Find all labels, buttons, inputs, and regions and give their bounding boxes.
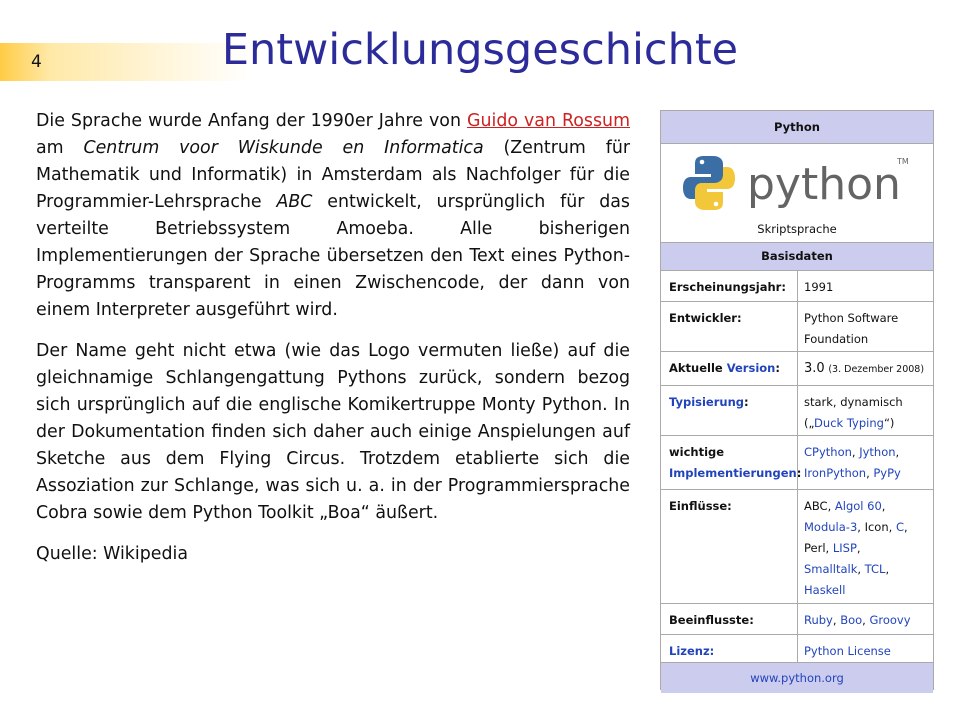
row-label	[661, 386, 797, 435]
guido-van-rossum-link[interactable]: Guido van Rossum	[466, 111, 631, 131]
row-value: 1991	[797, 271, 933, 301]
text-segment: Die Sprache wurde Anfang der 1990er Jahre von	[36, 111, 467, 131]
text-segment: (Zentrum für Mathematik und Informatik) in Amsterdam als Nachfolger für die Programmier-Lehrsprache	[36, 138, 630, 212]
python-infobox	[660, 110, 934, 690]
infobox-caption: Skriptsprache	[757, 222, 837, 236]
abc-emphasis: ABC	[276, 192, 313, 212]
c-link[interactable]: C	[895, 520, 904, 534]
groovy-link[interactable]: Groovy	[869, 613, 911, 627]
tcl-link[interactable]: TCL	[864, 562, 886, 576]
label-text: Aktuelle	[669, 361, 727, 375]
infobox-row-implementations	[661, 435, 933, 489]
label-colon: :	[744, 395, 749, 409]
typisierung-link[interactable]: Typisierung	[669, 395, 745, 409]
source-note: Quelle: Wikipedia	[36, 544, 188, 564]
abc-text: ABC	[804, 499, 828, 513]
python-logo-wordmark: python	[747, 159, 901, 210]
paragraph-history	[36, 108, 630, 324]
version-date: (3. Dezember 2008)	[828, 364, 925, 375]
jython-link[interactable]: Jython	[859, 445, 896, 459]
row-value: CPython, Jython, IronPython, PyPy	[797, 436, 933, 489]
algol-link[interactable]: Algol 60	[834, 499, 882, 513]
row-value	[797, 352, 933, 385]
label-colon: :	[775, 361, 780, 375]
trademark-mark: TM	[897, 157, 909, 166]
cpython-link[interactable]: CPython	[804, 445, 852, 459]
infobox-section-basisdaten: Basisdaten	[661, 242, 933, 270]
python-org-link[interactable]: www.python.org	[661, 662, 933, 693]
paragraph-name-origin: Der Name geht nicht etwa (wie das Logo vermuten ließe) auf die gleichnamige Schlangengattung Pythons zurück, sondern bezog sich ursprünglich auf die englische Komikertruppe Monty Python. In der Dokumentation finden sich daher auch einige Anspielungen auf Sketche aus dem Flying Circus. Trotzdem etablierte sich die Assoziation zur Schlange, was sich u. a. in der Programmiersprache Cobra sowie dem Python Toolkit „Boa“ äußert.	[36, 341, 630, 523]
cwi-emphasis: Centrum voor Wiskunde en Informatica	[83, 138, 484, 158]
infobox-row-year	[661, 270, 933, 301]
infobox-row-version	[661, 351, 933, 385]
infobox-row-influenced	[661, 603, 933, 634]
haskell-link[interactable]: Haskell	[804, 583, 846, 597]
row-value: ABC, Algol 60, Modula-3, Icon, C, Perl, LISP, Smalltalk, TCL, Haskell	[797, 490, 933, 603]
version-link[interactable]: Version	[726, 361, 776, 375]
python-logo-area	[661, 143, 933, 242]
duck-typing-link[interactable]: Duck Typing	[814, 416, 884, 430]
slide-title: Entwicklungsgeschichte	[221, 25, 739, 75]
label-colon: :	[796, 466, 802, 480]
infobox-row-license	[661, 634, 933, 662]
ruby-link[interactable]: Ruby	[804, 613, 833, 627]
modula-link[interactable]: Modula-3	[804, 520, 858, 534]
ironpython-link[interactable]: IronPython	[804, 466, 867, 480]
text-segment: am	[36, 138, 84, 158]
quote-open: („	[804, 416, 815, 430]
row-label: Erscheinungsjahr:	[669, 280, 786, 294]
smalltalk-link[interactable]: Smalltalk	[804, 562, 858, 576]
text-segment: entwickelt, ursprünglich für das verteilte Betriebssystem Amoeba. Alle bisherigen Implementierungen der Sprache übersetzen den Text eines Python-Programms transparent in einen Zwischencode, der dann von einem Interpreter ausgeführt wird.	[36, 192, 630, 320]
quote-close: “)	[883, 416, 895, 430]
row-label: Entwickler:	[669, 311, 742, 325]
row-value	[797, 386, 933, 435]
row-label	[661, 436, 802, 489]
row-label: Einflüsse:	[669, 499, 732, 513]
pypy-link[interactable]: PyPy	[873, 466, 901, 480]
row-label: Beeinflusste:	[669, 613, 754, 627]
infobox-header: Python	[661, 111, 933, 143]
row-value: Ruby, Boo, Groovy	[797, 604, 933, 634]
icon-text: Icon	[864, 520, 889, 534]
version-number: 3.0	[804, 361, 825, 376]
infobox-row-influences	[661, 489, 933, 603]
implementierungen-link[interactable]: Implementierungen	[669, 466, 797, 480]
lisp-link[interactable]: LISP	[832, 541, 857, 555]
body-text	[36, 108, 630, 582]
typing-value: stark, dynamisch	[804, 395, 903, 409]
perl-text: Perl	[804, 541, 826, 555]
label-text: wichtige	[669, 445, 725, 459]
infobox-row-developer	[661, 301, 933, 351]
python-license-link[interactable]: Python License	[797, 635, 933, 662]
row-label	[661, 352, 797, 385]
infobox-row-typing	[661, 385, 933, 435]
boo-link[interactable]: Boo	[840, 613, 863, 627]
slide-number: 4	[31, 52, 42, 72]
python-logo-icon	[683, 152, 915, 214]
lizenz-link[interactable]: Lizenz:	[669, 644, 715, 658]
row-value: Python Software Foundation	[797, 302, 933, 351]
